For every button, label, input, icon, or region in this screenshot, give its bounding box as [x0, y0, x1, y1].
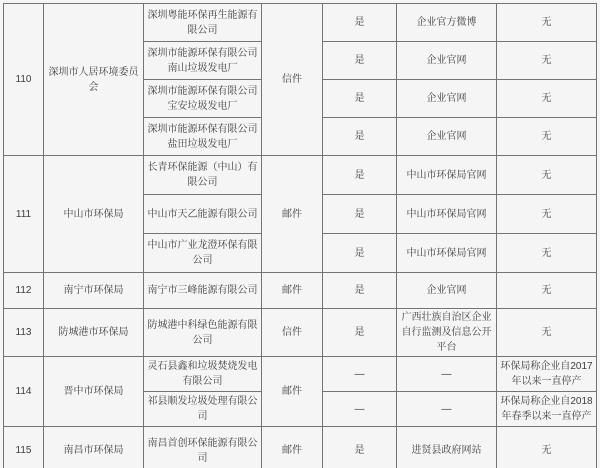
disclosure-table [3, 3, 597, 468]
platform-cell: 中山市环保局官网 [397, 234, 497, 273]
platform-cell: 中山市环保局官网 [397, 195, 497, 234]
bureau-cell: 晋中市环保局 [44, 357, 144, 427]
responded-cell: — [323, 357, 397, 392]
company-cell: 中山市广业龙澄环保有限公司 [144, 234, 262, 273]
responded-cell: 是 [323, 195, 397, 234]
method-cell: 邮件 [262, 357, 323, 427]
bureau-cell: 中山市环保局 [44, 156, 144, 273]
company-cell: 南昌首创环保能源有限公司 [144, 427, 262, 468]
platform-cell: 企业官网 [397, 42, 497, 80]
table-row [4, 156, 597, 195]
platform-cell: — [397, 392, 497, 427]
company-cell: 灵石县鑫和垃圾焚烧发电有限公司 [144, 357, 262, 392]
platform-cell: 企业官网 [397, 118, 497, 156]
note-cell: 无 [497, 4, 597, 42]
company-cell: 防城港中科绿色能源有限公司 [144, 309, 262, 357]
company-cell: 深圳市能源环保有限公司宝安垃圾发电厂 [144, 80, 262, 118]
bureau-cell: 南昌市环保局 [44, 427, 144, 468]
company-cell: 祁县顺发垃圾处理有限公司 [144, 392, 262, 427]
note-cell: 环保局称企业自2017年以来一直停产 [497, 357, 597, 392]
row-number-cell: 114 [4, 357, 44, 427]
bureau-cell: 深圳市人居环境委员会 [44, 4, 144, 156]
method-cell: 邮件 [262, 273, 323, 309]
responded-cell: 是 [323, 273, 397, 309]
row-number-cell: 113 [4, 309, 44, 357]
table-row [4, 357, 597, 392]
responded-cell: 是 [323, 156, 397, 195]
table-row [4, 309, 597, 357]
company-cell: 深圳市能源环保有限公司盐田垃圾发电厂 [144, 118, 262, 156]
responded-cell: 是 [323, 42, 397, 80]
row-number-cell: 111 [4, 156, 44, 273]
table-row [4, 273, 597, 309]
responded-cell: 是 [323, 118, 397, 156]
note-cell: 无 [497, 234, 597, 273]
responded-cell: — [323, 392, 397, 427]
note-cell: 无 [497, 156, 597, 195]
note-cell: 无 [497, 42, 597, 80]
note-cell: 无 [497, 273, 597, 309]
responded-cell: 是 [323, 427, 397, 468]
row-number-cell: 115 [4, 427, 44, 468]
company-cell: 南宁市三峰能源有限公司 [144, 273, 262, 309]
responded-cell: 是 [323, 4, 397, 42]
platform-cell: 企业官方微博 [397, 4, 497, 42]
table-row [4, 4, 597, 42]
company-cell: 长青环保能源（中山）有限公司 [144, 156, 262, 195]
bureau-cell: 南宁市环保局 [44, 273, 144, 309]
table-row [4, 427, 597, 468]
platform-cell: 广西壮族自治区企业自行监测及信息公开平台 [397, 309, 497, 357]
company-cell: 深圳粤能环保再生能源有限公司 [144, 4, 262, 42]
responded-cell: 是 [323, 309, 397, 357]
platform-cell: 进贤县政府网站 [397, 427, 497, 468]
platform-cell: 企业官网 [397, 273, 497, 309]
company-cell: 深圳市能源环保有限公司南山垃圾发电厂 [144, 42, 262, 80]
platform-cell: — [397, 357, 497, 392]
note-cell: 无 [497, 118, 597, 156]
method-cell: 邮件 [262, 427, 323, 468]
note-cell: 无 [497, 427, 597, 468]
platform-cell: 中山市环保局官网 [397, 156, 497, 195]
note-cell: 无 [497, 195, 597, 234]
row-number-cell: 112 [4, 273, 44, 309]
method-cell: 信件 [262, 4, 323, 156]
note-cell: 无 [497, 309, 597, 357]
method-cell: 信件 [262, 309, 323, 357]
responded-cell: 是 [323, 80, 397, 118]
company-cell: 中山市天乙能源有限公司 [144, 195, 262, 234]
platform-cell: 企业官网 [397, 80, 497, 118]
note-cell: 环保局称企业自2018年春季以来一直停产 [497, 392, 597, 427]
responded-cell: 是 [323, 234, 397, 273]
method-cell: 邮件 [262, 156, 323, 273]
note-cell: 无 [497, 80, 597, 118]
bureau-cell: 防城港市环保局 [44, 309, 144, 357]
row-number-cell: 110 [4, 4, 44, 156]
